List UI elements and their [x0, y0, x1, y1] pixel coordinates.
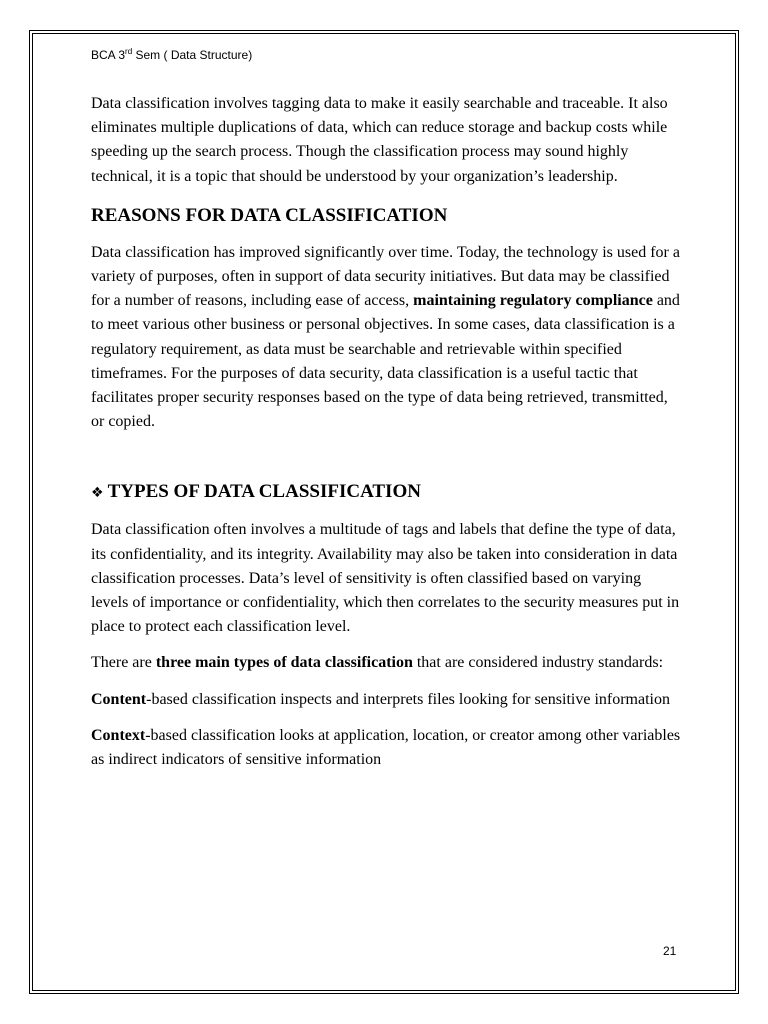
reasons-text-end: and to meet various other business or personal objectives. In some cases, data classification is a regulatory requirement, as data must be searchable and retrievable within specified timeframes. For the purposes of data security, data classification is a useful tactic that facilitates proper security responses based on the type of data being retrieved, transmitted, or copied. [91, 292, 680, 431]
three-types-bold: three main types of data classification [155, 654, 413, 672]
diamond-bullet-icon: ❖ [91, 485, 104, 502]
content-based-paragraph [91, 688, 681, 712]
reasons-heading: REASONS FOR DATA CLASSIFICATION [91, 204, 448, 226]
page-content [91, 92, 681, 772]
content-term: Content [91, 690, 147, 708]
reasons-paragraph [91, 241, 681, 435]
header-prefix: BCA 3 [91, 48, 126, 62]
reasons-bold-phrase: maintaining regulatory compliance [413, 292, 653, 310]
content-description: -based classification inspects and interprets files looking for sensitive information [146, 690, 670, 708]
intro-paragraph: Data classification involves tagging data to make it easily searchable and traceable. It also eliminates multiple duplications of data, which can reduce storage and backup costs while speeding up the search process. Though the classification process may sound highly technical, it is a topic that should be understood by your organization’s leadership. [91, 95, 668, 185]
header-suffix: Sem ( Data Structure) [132, 48, 253, 62]
context-term: Context [91, 726, 146, 744]
page-number: 21 [663, 944, 677, 958]
header-superscript: rd [125, 47, 133, 56]
types-paragraph: Data classification often involves a multitude of tags and labels that define the type of data, its confidentiality, and its integrity. Availability may also be taken into consideration in data classification processes. Data’s level of sensitivity is often classified based on varying levels of importance or confidentiality, which then correlates to the security measures put in place to protect each classification level. [91, 521, 680, 636]
three-types-prefix: There are [91, 654, 156, 672]
page-header [91, 47, 252, 62]
context-description: -based classification looks at application, location, or creator among other variables as indirect indicators of sensitive information [91, 726, 681, 769]
three-types-paragraph [91, 651, 681, 675]
types-heading-text: TYPES OF DATA CLASSIFICATION [107, 481, 421, 503]
types-heading [91, 479, 681, 506]
reasons-text-start: Data classification has improved significantly over time. Today, the technology is used for a variety of purposes, often in support of data security initiatives. But data may be classified for a number of reasons, including ease of access, [91, 243, 680, 310]
context-based-paragraph [91, 724, 681, 772]
three-types-suffix: that are considered industry standards: [412, 654, 664, 672]
